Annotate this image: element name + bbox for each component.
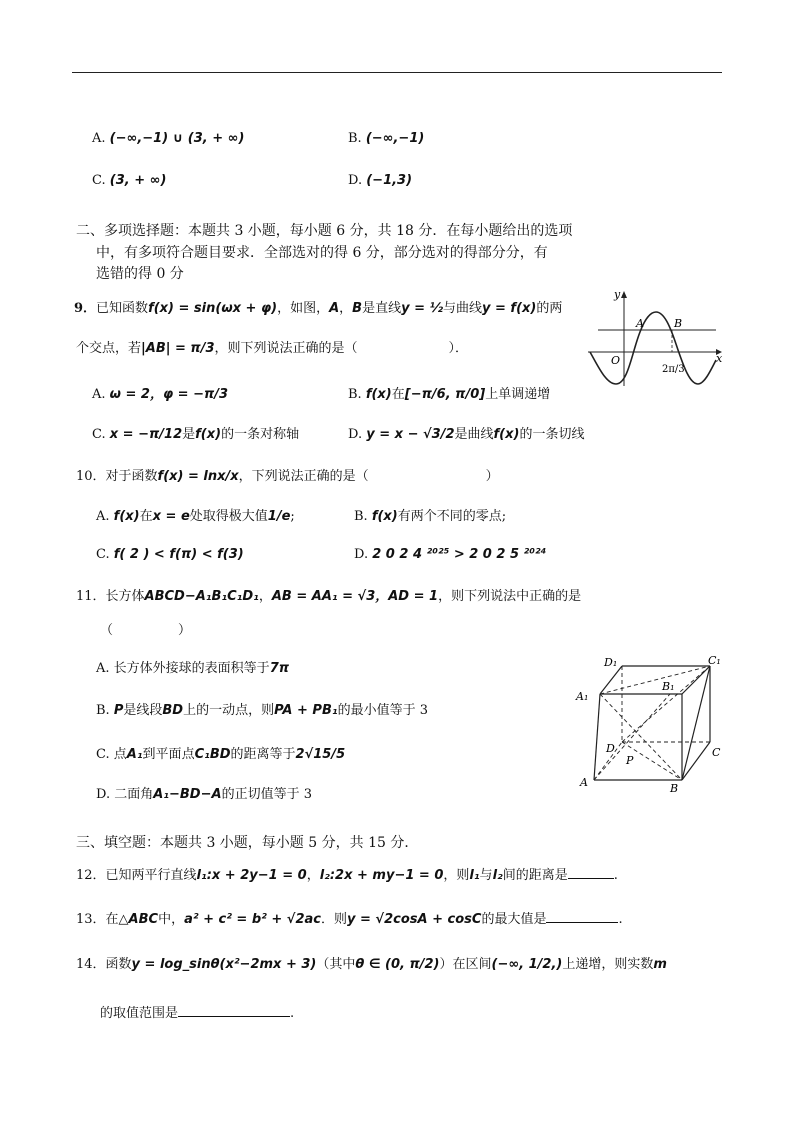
point-a-label: A — [636, 317, 644, 330]
y-axis-arrow-icon — [621, 291, 627, 298]
section3-heading: 三、填空题：本题共 3 小题，每小题 5 分，共 15 分． — [76, 835, 419, 851]
math: A₁−BD−A — [153, 787, 222, 802]
option-label: C. — [92, 173, 106, 188]
top-rule — [72, 72, 722, 73]
q13 — [76, 910, 623, 929]
math: PA + PB₁ — [274, 703, 338, 718]
q11-option-b — [96, 702, 428, 720]
vertex-a1-label: A₁ — [576, 690, 589, 703]
question-number: 9． — [74, 301, 97, 316]
text: （其中 — [316, 957, 356, 972]
y-label: y — [614, 288, 621, 301]
text: ， — [306, 868, 320, 883]
text: 13．在△ — [76, 912, 129, 927]
text: 是直线 — [362, 301, 402, 316]
q12 — [76, 866, 618, 885]
text: 10．对于函数 — [76, 469, 158, 484]
q11-option-c — [96, 746, 345, 764]
math: y = f(x) — [482, 301, 537, 316]
vertex-d-label: D — [606, 742, 615, 755]
text: ．则 — [320, 912, 347, 927]
edge-c1b1 — [682, 666, 710, 694]
section2-heading-line2: 中，有多项符合题目要求．全部选对的得 6 分，部分选对的得部分分，有 — [96, 245, 548, 261]
math: f(x) — [493, 427, 520, 442]
option-label: B. — [348, 131, 362, 146]
edge-a1a — [594, 694, 600, 780]
math: C₁BD — [194, 747, 231, 762]
answer-blank[interactable] — [568, 866, 614, 879]
option-label: B. — [348, 387, 362, 402]
edge-d1a1 — [600, 666, 622, 694]
text: ， — [339, 301, 353, 316]
math: BD — [162, 703, 184, 718]
text: ，下列说法正确的是（ ） — [238, 469, 499, 484]
text: 的取值范围是 — [100, 1006, 179, 1021]
q9-option-c — [92, 426, 299, 444]
option-label: C. — [96, 747, 110, 762]
section2-heading-line3: 选错的得 0 分 — [96, 266, 184, 282]
math: (−∞, 1/2,) — [491, 957, 563, 972]
q14-line2 — [100, 1004, 294, 1023]
q9-option-b — [348, 386, 550, 404]
q14-line1 — [76, 956, 667, 974]
math: f(x) — [113, 509, 140, 524]
math: f(x) = sin(ωx + φ) — [148, 301, 278, 316]
math: P — [113, 703, 124, 718]
text: . — [618, 912, 623, 927]
math: 7π — [269, 661, 290, 676]
text: 12．已知两平行直线 — [76, 868, 197, 883]
math: x = −π/12 — [109, 427, 183, 442]
math: l₁ — [469, 868, 480, 883]
vertex-b-label: B — [670, 782, 679, 792]
sine-graph-figure — [584, 288, 724, 390]
q11-option-d — [96, 786, 312, 804]
q10-option-b — [354, 508, 506, 526]
answer-blank[interactable] — [178, 1004, 290, 1017]
diag-bc1 — [682, 666, 710, 780]
q9-stem-line1 — [74, 300, 562, 318]
text: 点 — [181, 747, 195, 762]
text: 14．函数 — [76, 957, 132, 972]
option-math: (−∞,−1) — [365, 131, 425, 146]
option-label: B. — [354, 509, 368, 524]
text: 间的距离是 — [502, 868, 568, 883]
q10-option-c — [96, 546, 244, 564]
text: ，则下列说法正确的是（ ）． — [214, 341, 469, 356]
text: 上的一动点，则 — [183, 703, 275, 718]
math: y = x − √3/2 — [366, 427, 455, 442]
vertex-c-label: C — [712, 746, 721, 759]
text: ; — [290, 509, 295, 524]
math: x = e — [152, 509, 190, 524]
point-b-label: B — [674, 317, 683, 330]
text: 的一条对称轴 — [221, 427, 300, 442]
option-label: D. — [348, 173, 363, 188]
x-label: x — [716, 352, 723, 365]
vertex-a-label: A — [580, 776, 588, 789]
math: A₁ — [126, 747, 143, 762]
section2-heading-line1: 二、多项选择题：本题共 3 小题，每小题 6 分，共 18 分．在每小题给出的选项 — [76, 223, 573, 239]
q11-stem — [76, 588, 581, 606]
math: y = √2cosA + cosC — [347, 912, 482, 927]
option-label: D. — [354, 547, 369, 562]
math: y = log_sinθ(x²−2mx + 3) — [131, 957, 317, 972]
text: 的一条切线 — [519, 427, 585, 442]
math: l₂:2x + my−1 = 0 — [319, 868, 444, 883]
math: 1/e — [267, 509, 291, 524]
text: ， — [258, 589, 272, 604]
text: 是曲线 — [454, 427, 494, 442]
math: [−π/6, π/0] — [404, 387, 486, 402]
text: 上递增，则实数 — [562, 957, 654, 972]
text: 是线段 — [123, 703, 163, 718]
math: AB = AA₁ = √3，AD = 1 — [271, 589, 439, 604]
text: 的两 — [536, 301, 563, 316]
q9-option-a — [92, 386, 228, 404]
q8-option-c — [92, 172, 166, 190]
math: f( 2 ) < f(π) < f(3) — [113, 547, 244, 562]
q8-option-d — [348, 172, 412, 190]
text: 11．长方体 — [76, 589, 145, 604]
math: l₂ — [492, 868, 503, 883]
text: 的正切值等于 3 — [221, 787, 312, 802]
math: ABC — [128, 912, 159, 927]
q8-option-b — [348, 130, 424, 148]
math: f(x) — [371, 509, 398, 524]
math: |AB| = π/3 — [141, 341, 215, 356]
text: 在 — [139, 509, 153, 524]
vertex-d1-label: D₁ — [604, 656, 618, 669]
text: ，则下列说法中正确的是 — [438, 589, 582, 604]
math: y = ½ — [401, 301, 443, 316]
option-label: A. — [92, 131, 106, 146]
answer-blank[interactable] — [546, 910, 618, 923]
q11-option-a — [96, 660, 289, 678]
text: 处取得极大值 — [189, 509, 268, 524]
text: ，则 — [443, 868, 470, 883]
math: θ ∈ (0, π/2) — [355, 957, 440, 972]
text: 有两个不同的零点; — [397, 509, 507, 524]
math: B — [352, 301, 363, 316]
math: ABCD−A₁B₁C₁D₁ — [144, 589, 259, 604]
text: ）在区间 — [439, 957, 492, 972]
math: f(x) — [195, 427, 222, 442]
text: 中， — [158, 912, 185, 927]
sine-curve — [590, 312, 716, 384]
q9-stem-line2 — [76, 340, 468, 358]
text: 点 — [113, 747, 127, 762]
text: 个交点，若 — [76, 341, 142, 356]
option-label: C. — [92, 427, 106, 442]
math: f(x) — [365, 387, 392, 402]
text: 在 — [391, 387, 405, 402]
math: l₁:x + 2y−1 = 0 — [196, 868, 307, 883]
tick-label: 2π/3 — [662, 364, 685, 375]
math: f(x) = lnx/x — [157, 469, 239, 484]
diag-ab1 — [594, 694, 670, 780]
math: 2 0 2 4 ²⁰²⁵ > 2 0 2 5 ²⁰²⁴ — [372, 547, 547, 562]
point-p-label: P — [626, 754, 634, 767]
option-label: A. — [96, 509, 110, 524]
text: 的最大值是 — [481, 912, 547, 927]
math: a² + c² = b² + √2ac — [184, 912, 321, 927]
option-label: A. — [92, 387, 106, 402]
text: 的最小值等于 3 — [337, 703, 428, 718]
q10-option-a — [96, 508, 295, 526]
diag-a1b — [600, 694, 682, 780]
math: m — [653, 957, 667, 972]
text: 二面角 — [114, 787, 154, 802]
q10-option-d — [354, 546, 546, 564]
text: 是 — [182, 427, 196, 442]
q8-option-a — [92, 130, 244, 148]
q10-stem — [76, 468, 499, 486]
math: 2√15/5 — [295, 747, 346, 762]
text: 已知函数 — [96, 301, 149, 316]
option-math: (3, + ∞) — [109, 173, 167, 188]
text: ，如图， — [277, 301, 330, 316]
cuboid-figure — [574, 652, 726, 792]
text: 到平面 — [142, 747, 182, 762]
text: . — [613, 868, 618, 883]
text: . — [290, 1006, 295, 1021]
math: A — [329, 301, 340, 316]
option-label: A. — [96, 661, 110, 676]
option-label: B. — [96, 703, 110, 718]
text: 与曲线 — [442, 301, 482, 316]
option-label: D. — [348, 427, 363, 442]
q9-option-d — [348, 426, 584, 444]
vertex-b1-label: B₁ — [662, 680, 675, 693]
option-label: D. — [96, 787, 111, 802]
vertex-c1-label: C₁ — [708, 654, 721, 667]
text: 与 — [479, 868, 493, 883]
text: 上单调递增 — [485, 387, 551, 402]
q11-answer-paren: （ ） — [100, 623, 192, 638]
option-math: (−∞,−1) ∪ (3, + ∞) — [109, 131, 245, 146]
text: 长方体外接球的表面积等于 — [113, 661, 270, 676]
text: 的距离等于 — [230, 747, 296, 762]
math: ω = 2，φ = −π/3 — [109, 387, 229, 402]
option-label: C. — [96, 547, 110, 562]
diag-dc1 — [622, 666, 710, 742]
origin-label: O — [611, 354, 621, 367]
option-math: (−1,3) — [366, 173, 413, 188]
